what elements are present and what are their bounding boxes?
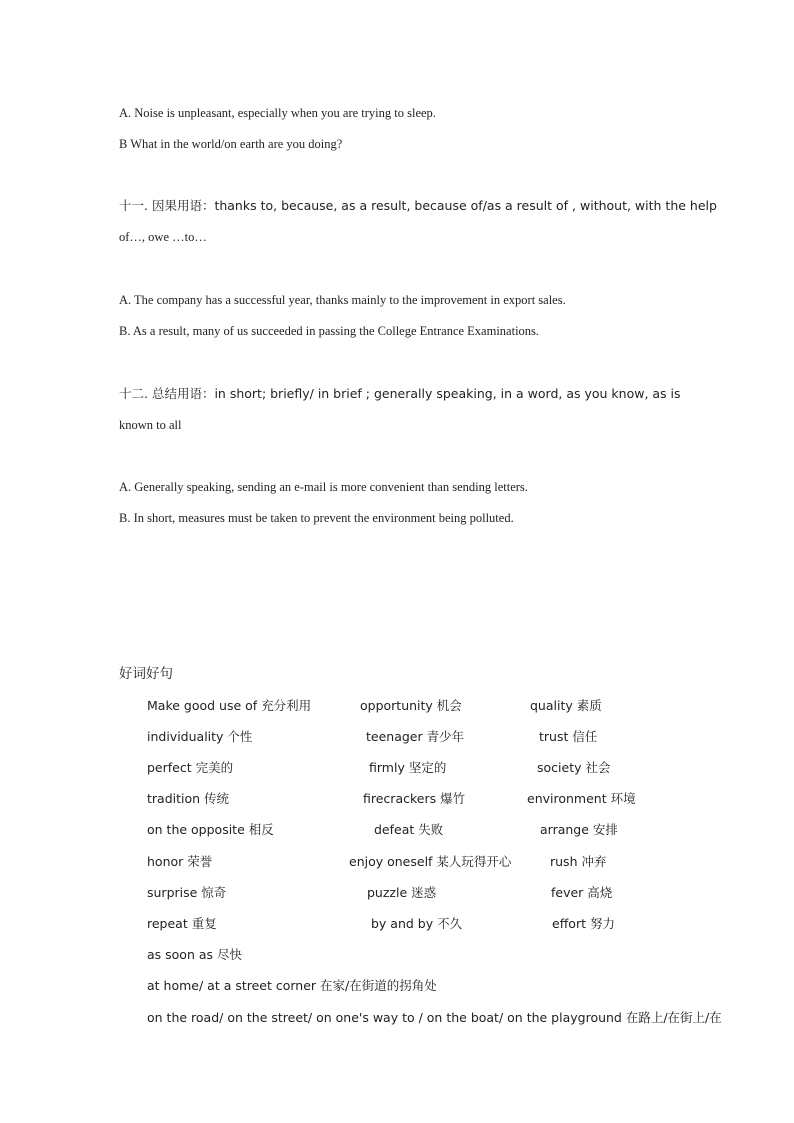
section-12-example-a: A. Generally speaking, sending an e-mail is more convenient than sending letters. bbox=[119, 480, 528, 494]
vocab-cell: honor 荣誉 bbox=[147, 854, 213, 869]
vocab-cell: on the opposite 相反 bbox=[147, 822, 274, 837]
vocab-row bbox=[147, 916, 687, 934]
vocab-cell: enjoy oneself 某人玩得开心 bbox=[349, 854, 512, 869]
vocab-cell: quality 素质 bbox=[530, 698, 602, 713]
section-12-heading: 十二. 总结用语：in short; briefly/ in brief ; generally speaking, in a word, as you know, as is bbox=[119, 386, 681, 401]
vocab-cell: society 社会 bbox=[537, 760, 611, 775]
vocab-cell: by and by 不久 bbox=[371, 916, 463, 931]
vocab-cell: individuality 个性 bbox=[147, 729, 253, 744]
vocab-cell: opportunity 机会 bbox=[360, 698, 462, 713]
vocab-cell: rush 冲弃 bbox=[550, 854, 607, 869]
vocab-extra-at-home: at home/ at a street corner 在家/在街道的拐角处 bbox=[147, 978, 437, 993]
vocab-row bbox=[147, 885, 687, 903]
vocab-cell: perfect 完美的 bbox=[147, 760, 234, 775]
vocab-cell: teenager 青少年 bbox=[366, 729, 465, 744]
vocab-cell: effort 努力 bbox=[552, 916, 615, 931]
vocab-extra-as-soon-as: as soon as 尽快 bbox=[147, 947, 242, 962]
section-12-heading-cont: known to all bbox=[119, 418, 182, 432]
example-b-what: B What in the world/on earth are you doing? bbox=[119, 137, 343, 151]
vocab-cell: tradition 传统 bbox=[147, 791, 230, 806]
vocab-cell: arrange 安排 bbox=[540, 822, 618, 837]
vocab-row bbox=[147, 822, 687, 840]
vocab-row bbox=[147, 791, 687, 809]
section-11-example-b: B. As a result, many of us succeeded in passing the College Entrance Examinations. bbox=[119, 324, 540, 338]
vocab-cell: surprise 惊奇 bbox=[147, 885, 227, 900]
vocab-cell: puzzle 迷惑 bbox=[367, 885, 437, 900]
vocab-cell: trust 信任 bbox=[539, 729, 598, 744]
vocab-row bbox=[147, 760, 687, 778]
vocab-row bbox=[147, 854, 687, 872]
vocab-heading: 好词好句 bbox=[119, 666, 173, 682]
vocab-cell: repeat 重复 bbox=[147, 916, 217, 931]
vocab-cell: defeat 失败 bbox=[374, 822, 444, 837]
vocab-extra-on-the-road: on the road/ on the street/ on one's way to / on the boat/ on the playground 在路上/在街上/在 bbox=[147, 1010, 722, 1025]
section-11-heading-cont: of…, owe …to… bbox=[119, 230, 207, 244]
vocab-cell: environment 环境 bbox=[527, 791, 636, 806]
vocab-row bbox=[147, 698, 687, 716]
vocab-cell: fever 高烧 bbox=[551, 885, 613, 900]
section-12-example-b: B. In short, measures must be taken to prevent the environment being polluted. bbox=[119, 511, 514, 525]
section-11-example-a: A. The company has a successful year, thanks mainly to the improvement in export sales. bbox=[119, 293, 566, 307]
vocab-cell: firmly 坚定的 bbox=[369, 760, 447, 775]
section-11-heading: 十一. 因果用语：thanks to, because, as a result, because of/as a result of , without, with the help bbox=[119, 198, 717, 213]
vocab-cell: Make good use of 充分利用 bbox=[147, 698, 312, 713]
vocab-cell: firecrackers 爆竹 bbox=[363, 791, 466, 806]
example-a-noise: A. Noise is unpleasant, especially when you are trying to sleep. bbox=[119, 106, 436, 120]
vocab-row bbox=[147, 729, 687, 747]
